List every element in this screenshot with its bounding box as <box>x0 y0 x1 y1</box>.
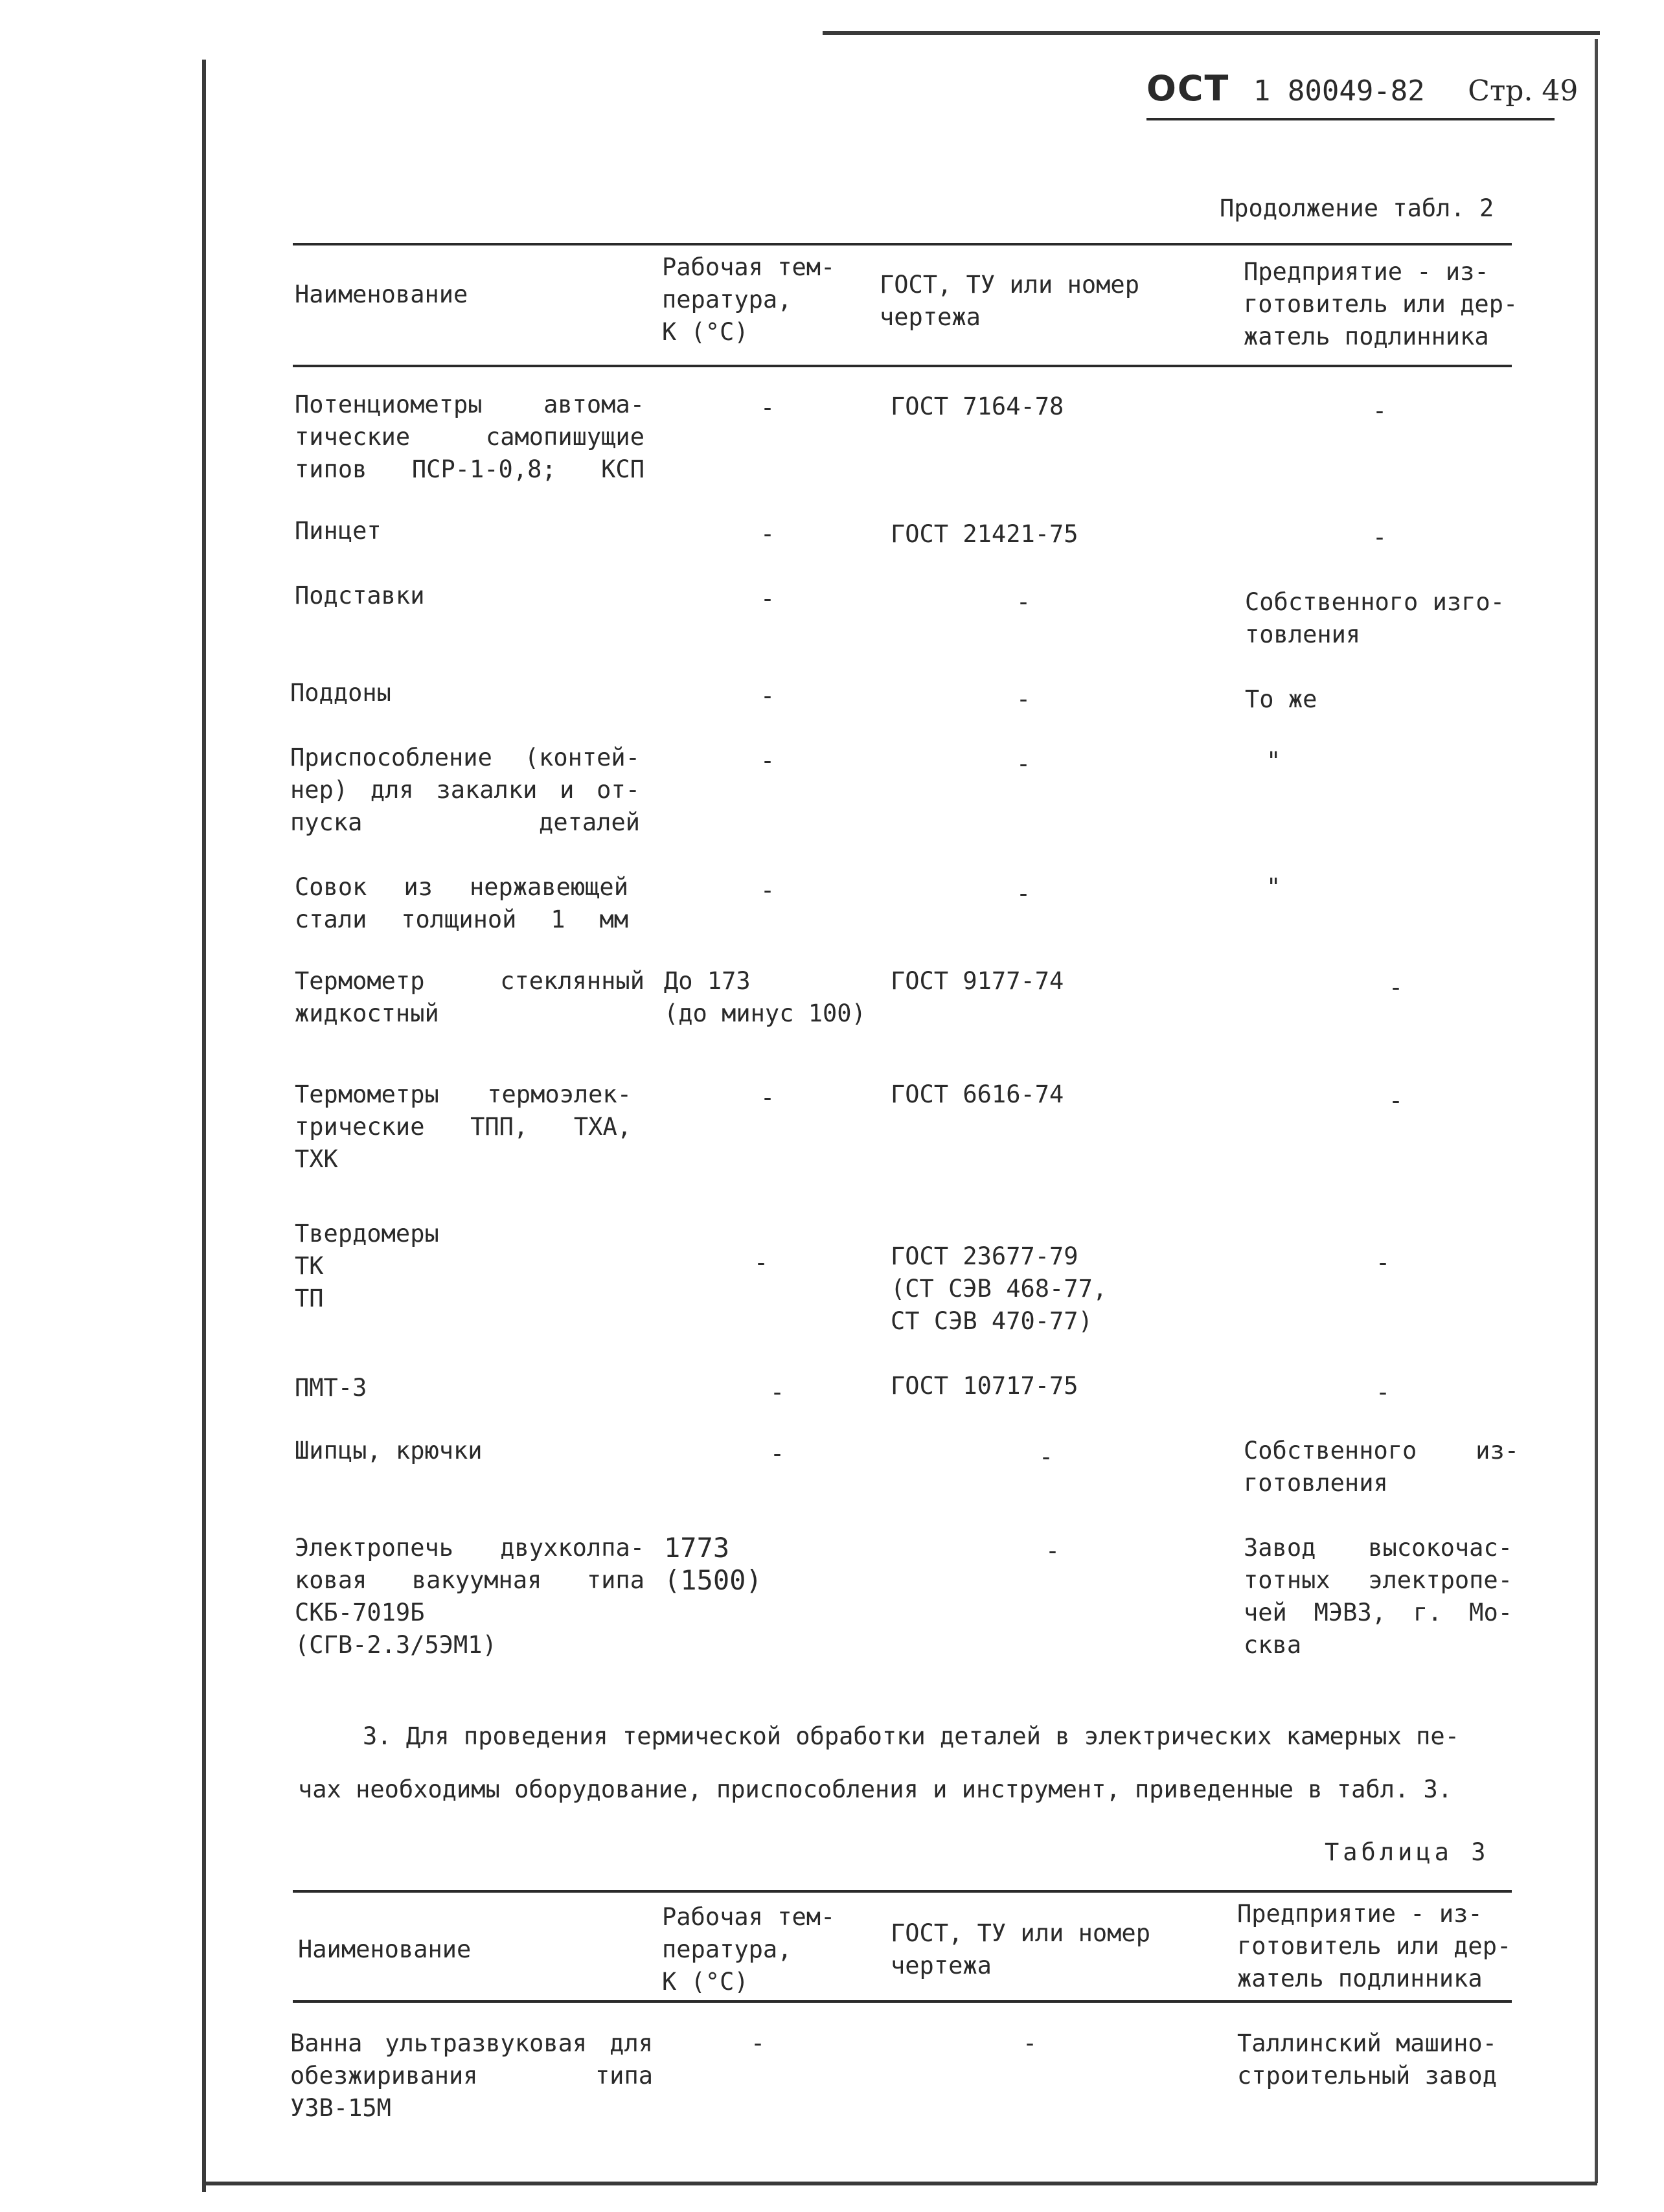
table2-row-maker: Завод высокочас- тотных электропе- чей МЭВЗ, г. Мо- сква <box>1244 1534 1512 1659</box>
table2-row-name: Шипцы, крючки <box>295 1437 483 1465</box>
table2-row-maker: То же <box>1245 685 1317 713</box>
table2-row-name: Потенциометры автома- тические самопишущие типов ПСР-1-0,8; КСП <box>295 391 644 483</box>
header-underline <box>1146 118 1555 120</box>
table2-row-name: Поддоны <box>290 679 391 707</box>
table3-header-temp: Рабочая тем- пература, К (°С) <box>662 1903 836 1996</box>
table2-row-gost: ГОСТ 7164-78 <box>891 393 1064 420</box>
table2-row-gost: ГОСТ 9177-74 <box>891 967 1064 995</box>
table3-row-temp: - <box>750 2029 766 2057</box>
table2-row-maker: Собственного изго- товления <box>1245 588 1505 648</box>
table2-row-gost: ГОСТ 21421-75 <box>891 520 1078 548</box>
table2-row-maker: Собственного из- готовления <box>1244 1437 1519 1497</box>
table2-row-gost: - <box>1016 750 1031 778</box>
table2-row-gost: - <box>1016 588 1031 616</box>
table2-row-temp: 1773 (1500) <box>664 1532 762 1596</box>
table3-row-name: Ванна ультразвуковая для обезжиривания типа УЗВ-15М <box>290 2029 653 2122</box>
table2-row-name: Совок из нержавеющей стали толщиной 1 мм <box>295 873 628 933</box>
table2-top-rule <box>293 243 1512 245</box>
table2-row-temp: - <box>760 1084 775 1112</box>
table2-row-maker: " <box>1266 747 1281 775</box>
table2-row-gost: ГОСТ 23677-79 (СТ СЭВ 468-77, СТ СЭВ 470-77) <box>891 1242 1108 1335</box>
table3-header-name: Наименование <box>298 1935 472 1963</box>
table2-header-temp: Рабочая тем- пература, К (°С) <box>662 253 836 346</box>
table2-row-name: Электропечь двухколпа- ковая вакуумная типа СКБ-7019Б (СГВ-2.3/5ЭМ1) <box>295 1534 644 1659</box>
table2-row-name: Термометр стеклянный жидкостный <box>295 967 644 1027</box>
table2-row-gost: - <box>1045 1537 1060 1565</box>
table2-row-gost: - <box>1038 1443 1054 1471</box>
table2-row-temp: - <box>760 876 775 904</box>
page-border-right <box>1595 39 1598 2183</box>
table2-header-maker: Предприятие - из- готовитель или дер- жатель подлинника <box>1244 258 1518 350</box>
table2-row-maker: - <box>1372 523 1387 551</box>
table3-header-rule <box>293 2000 1512 2003</box>
table2-row-temp: - <box>769 1378 785 1406</box>
table2-header-gost: ГОСТ, ТУ или номер чертежа <box>880 271 1139 331</box>
table2-row-gost: ГОСТ 6616-74 <box>891 1080 1064 1108</box>
table2-row-gost: - <box>1016 685 1031 713</box>
table3-caption: Таблица 3 <box>1325 1838 1490 1866</box>
page-border-bottom <box>206 2182 1597 2185</box>
table2-row-maker: - <box>1372 397 1387 425</box>
table2-row-name: Твердомеры ТК ТП <box>295 1220 439 1312</box>
table2-header-name: Наименование <box>295 280 468 308</box>
table2-row-name: Приспособление (контей- нер) для закалки и от- пуска деталей <box>290 744 640 836</box>
table2-row-name: Подставки <box>295 582 425 610</box>
table3-row-gost: - <box>1022 2029 1038 2057</box>
table2-header-rule <box>293 365 1512 367</box>
table2-row-name: Термометры термоэлек- трические ТПП, ТХА, ТХК <box>295 1080 632 1173</box>
table2-row-name: Пинцет <box>295 517 382 545</box>
table2-row-temp: До 173 (до минус 100) <box>664 967 866 1027</box>
table2-row-temp: - <box>760 394 775 422</box>
table2-row-maker: - <box>1375 1378 1391 1406</box>
ost-mark: ОСТ <box>1146 68 1230 109</box>
table3-top-rule <box>293 1890 1512 1893</box>
table2-row-gost: - <box>1016 880 1031 907</box>
table2-row-temp: - <box>760 585 775 613</box>
table2-row-maker: - <box>1375 1249 1391 1277</box>
table2-row-gost: ГОСТ 10717-75 <box>891 1372 1078 1400</box>
table2-row-maker: - <box>1388 974 1404 1001</box>
table3-header-gost: ГОСТ, ТУ или номер чертежа <box>891 1919 1150 1979</box>
table2-row-maker: - <box>1388 1087 1404 1115</box>
table2-row-temp: - <box>760 747 775 775</box>
page-border-top <box>823 31 1600 35</box>
table3-header-maker: Предприятие - из- готовитель или дер- жатель подлинника <box>1237 1900 1512 1992</box>
table2-row-temp: - <box>760 520 775 548</box>
table3-row-maker: Таллинский машино- строительный завод <box>1237 2029 1497 2090</box>
standard-number: 1 80049-82 <box>1253 74 1425 108</box>
table2-caption: Продолжение табл. 2 <box>1220 194 1494 222</box>
page-number: Стр. 49 <box>1468 74 1579 108</box>
body-paragraph: 3. Для проведения термической обработки деталей в электрических камерных пе- чах необходимы оборудование, приспособления и инструмент, приведенные в табл. 3. <box>298 1722 1459 1803</box>
table2-row-name: ПМТ-3 <box>295 1374 367 1402</box>
table2-row-maker: " <box>1266 873 1281 901</box>
table2-row-temp: - <box>753 1249 769 1277</box>
table2-row-temp: - <box>760 682 775 710</box>
table2-row-temp: - <box>769 1440 785 1468</box>
page-border-left <box>202 60 206 2192</box>
page-header <box>1146 68 1578 109</box>
